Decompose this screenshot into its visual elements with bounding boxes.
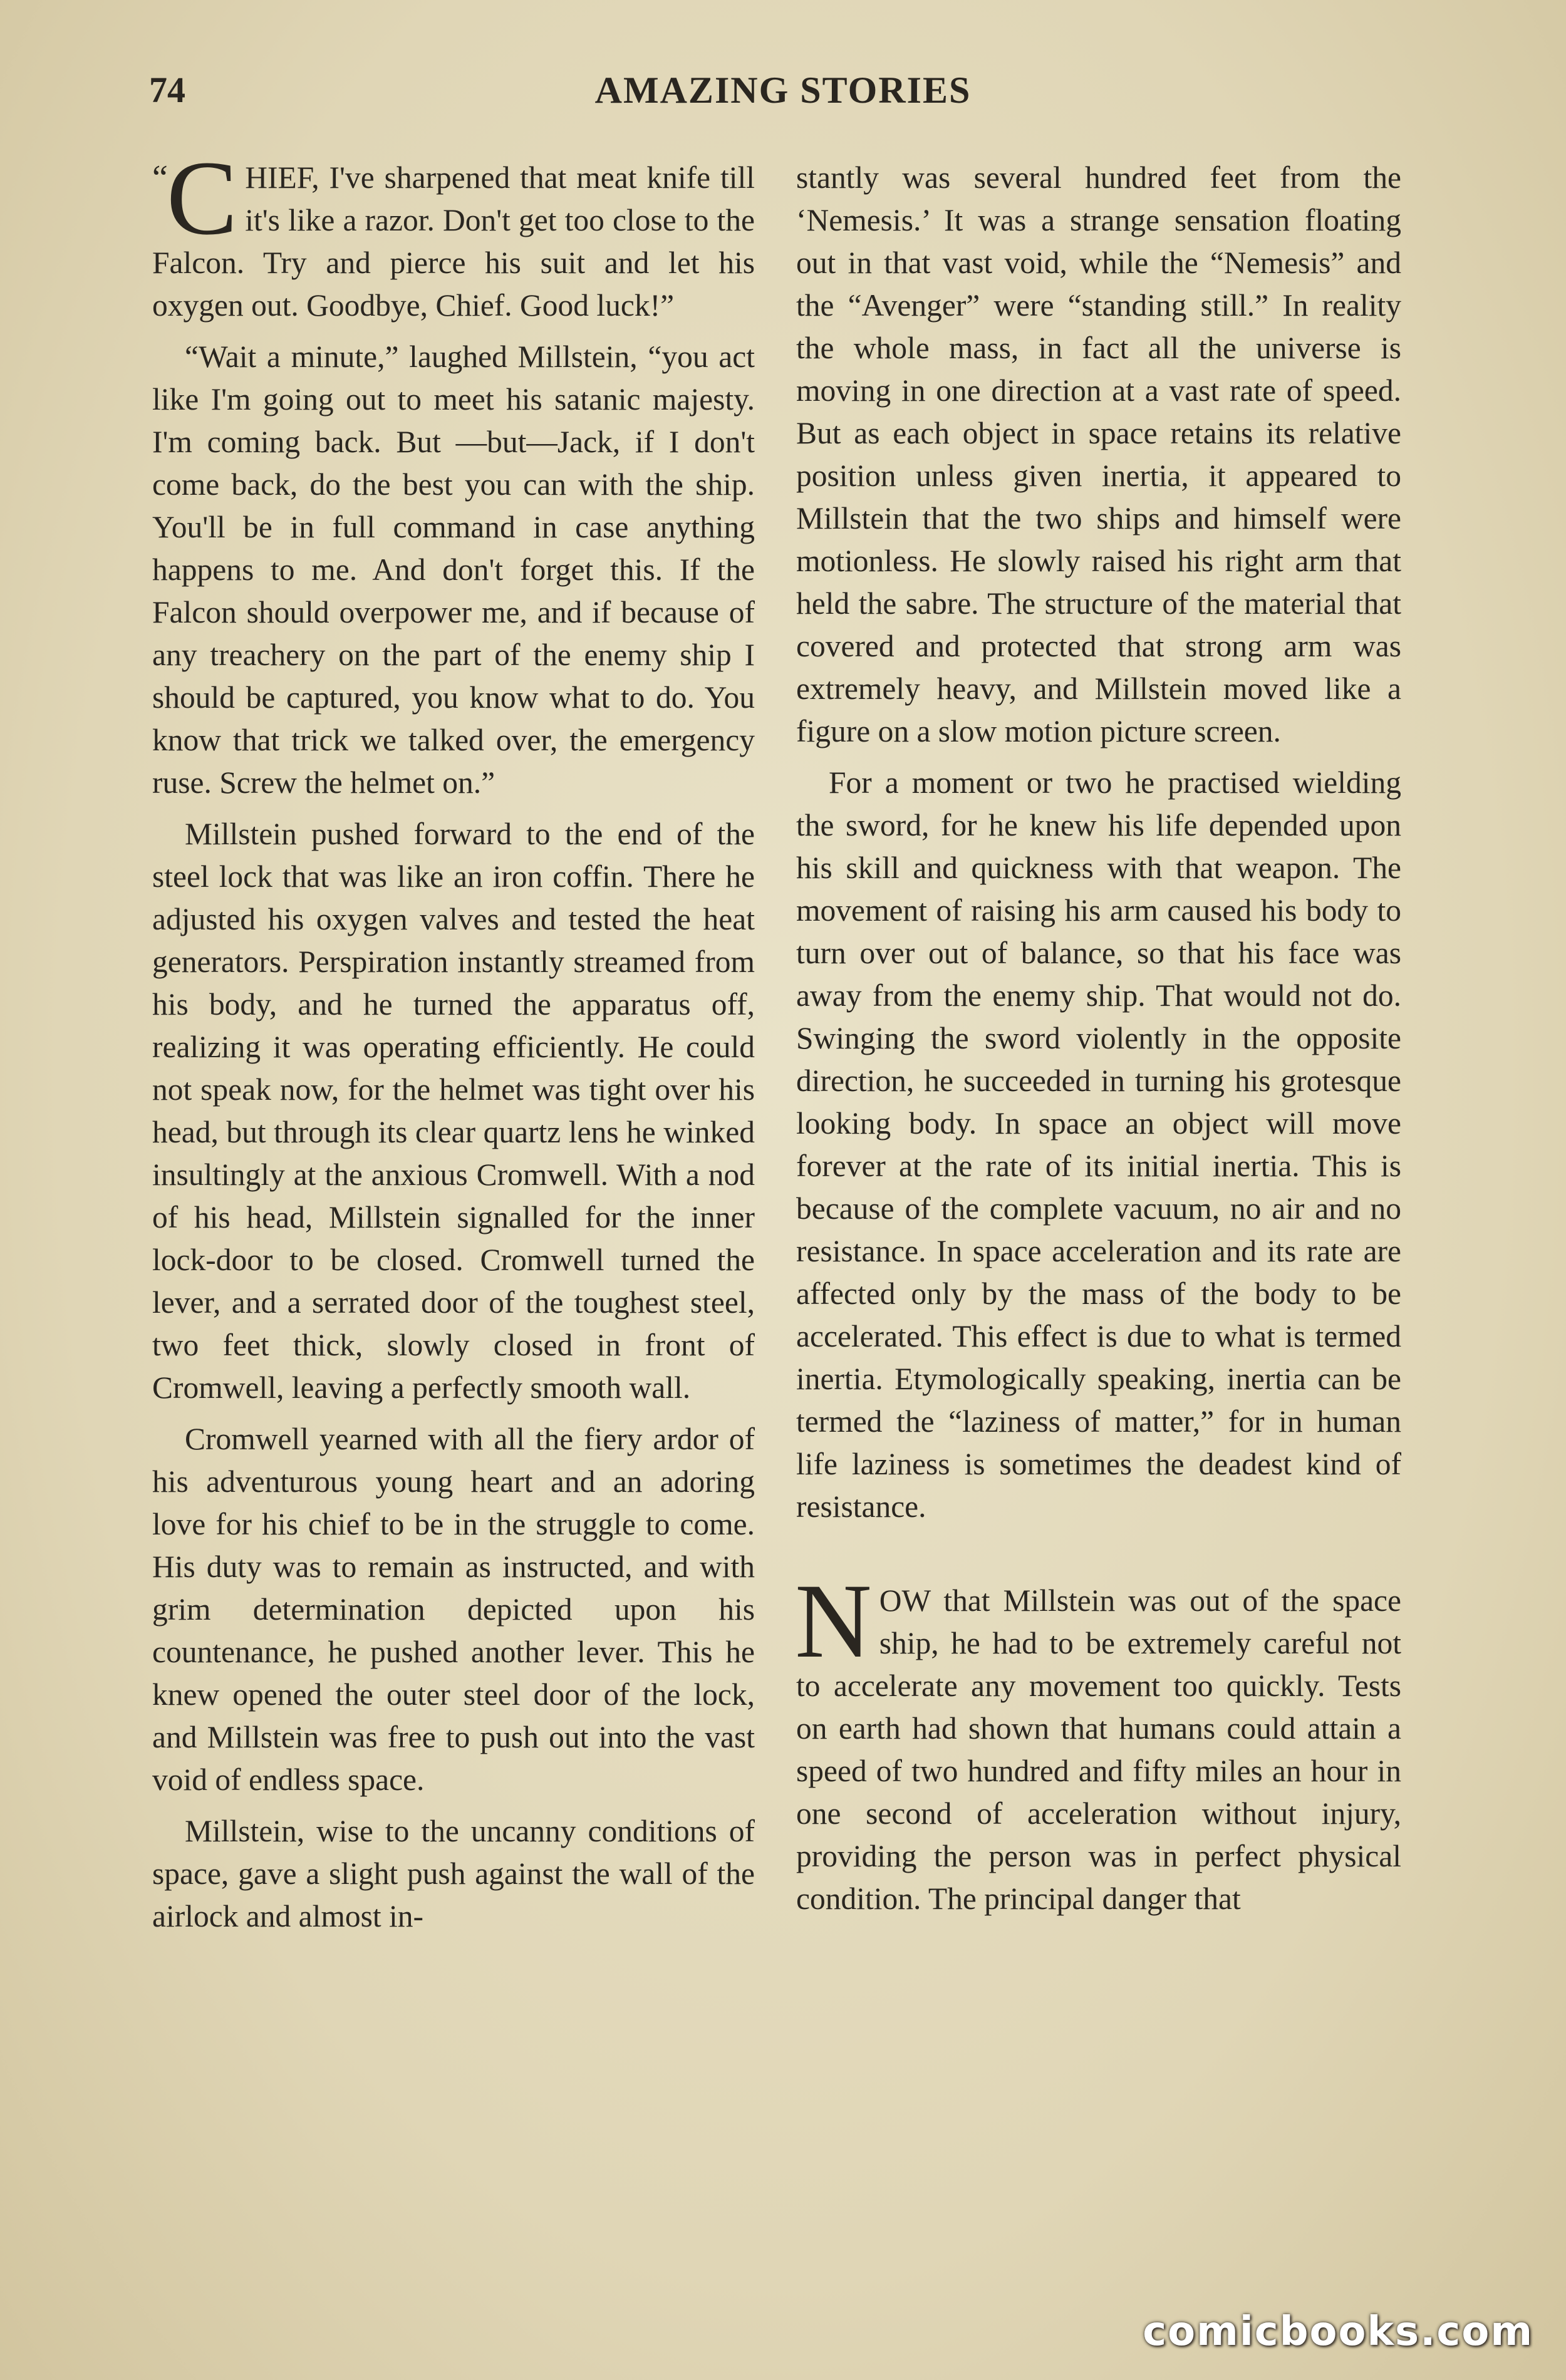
paragraph-text: OW that Millstein was out of the space ship, he had to be extremely careful not to accelerate any movement too quickly. Tests on earth had shown that humans could attain a speed of two hundred and fifty miles an hour in one second of acceleration without injury, providing the person was in perfect physical condition. The principal danger that (796, 1583, 1401, 1916)
paragraph: stantly was several hundred feet from the ‘Nemesis.’ It was a strange sensation floating out in that vast void, while the “Nemesis” and the “Avenger” were “standing still.” In reality the whole mass, in fact all the universe is moving in one direction at a vast rate of speed. But as each object in space retains its relative position unless given inertia, it appeared to Millstein that the two ships and himself were motionless. He slowly raised his right arm that held the sabre. The structure of the material that covered and protected that strong arm was extremely heavy, and Millstein moved like a figure on a slow motion picture screen. (796, 160, 1401, 748)
paragraph: “Wait a minute,” laughed Millstein, “you act like I'm going out to meet his satanic majesty. I'm coming back. But —but—Jack, if I don't come back, do the best you can with the ship. You'll be in full command in case anything happens to me. And don't forget this. If the Falcon should overpower me, and if because of any treachery on the part of the enemy ship I should be captured, you know what to do. You know that trick we talked over, the emergency ruse. Screw the helmet on.” (152, 339, 755, 800)
drop-cap: N (795, 1562, 872, 1680)
opening-quote: “ (152, 158, 168, 197)
paragraph (152, 139, 755, 327)
page-number: 74 (149, 70, 185, 110)
paragraph: Cromwell yearned with all the fiery ardor of his adventurous young heart and an adoring love for his chief to be in the struggle to come. His duty was to remain as instructed, and with grim determination depicted upon his countenance, he pushed another lever. This he knew opened the outer steel door of the lock, and Millstein was free to push out into the vast void of endless space. (152, 1422, 755, 1797)
paragraph-text: HIEF, I've sharpened that meat knife till it's like a razor. Don't get too close to the Falcon. Try and pierce his suit and let his oxygen out. Goodbye, Chief. Good luck!” (152, 160, 755, 323)
paragraph: For a moment or two he practised wielding the sword, for he knew his life depended upon his skill and quickness with that weapon. The movement of raising his arm caused his body to turn over out of balance, so that his face was away from the enemy ship. That would not do. Swinging the sword violently in the opposite direction, he succeeded in turning his grotesque looking body. In space an object will move forever at the rate of its initial inertia. This is because of the complete vacuum, no air and no resistance. In space acceleration and its rate are affected only by the mass of the body to be accelerated. This effect is due to what is termed inertia. Etymologically speaking, inertia can be termed the “laziness of matter,” for in human life laziness is sometimes the deadest kind of resistance. (796, 765, 1401, 1524)
paragraph: Millstein pushed forward to the end of the steel lock that was like an iron coffin. There he adjusted his oxygen valves and tested the heat generators. Perspiration instantly streamed from his body, and he turned the apparatus off, realizing it was operating efficiently. He could not speak now, for the helmet was tight over his head, but through its clear quartz lens he winked insultingly at the anxious Cromwell. With a nod of his head, Millstein signalled for the inner lock-door to be closed. Cromwell turned the lever, and a serrated door of the toughest steel, two feet thick, slowly closed in front of Cromwell, leaving a perfectly smooth wall. (152, 817, 755, 1405)
right-column (796, 157, 1401, 1920)
paragraph (795, 1562, 1401, 1920)
left-column (152, 139, 755, 1938)
paragraph: Millstein, wise to the uncanny conditions of space, gave a slight push against the wall of the airlock and almost in- (152, 1814, 755, 1933)
drop-cap: C (166, 139, 238, 257)
site-watermark: comicbooks.com (1143, 2309, 1533, 2355)
page-header (0, 69, 1566, 113)
running-head: AMAZING STORIES (594, 70, 972, 111)
